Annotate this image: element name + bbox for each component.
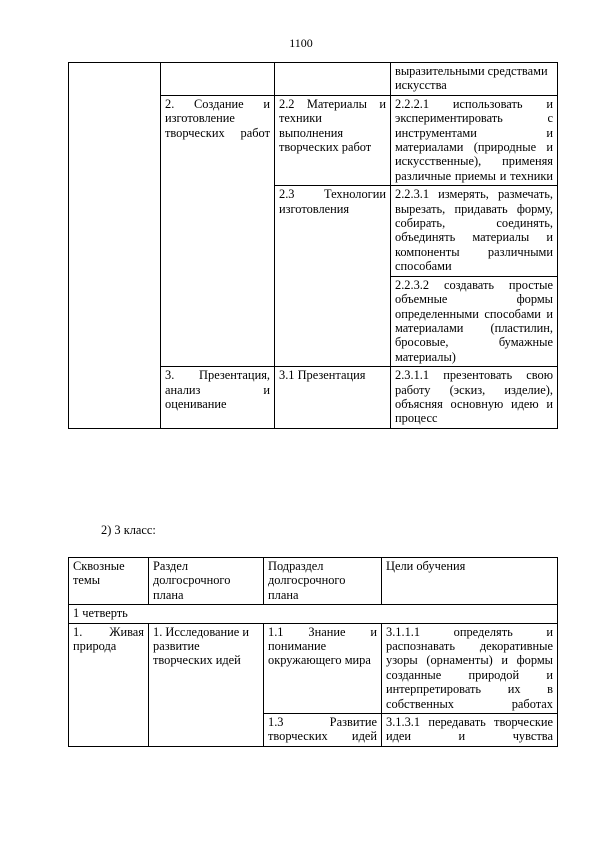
goal-cell: 3.1.1.1 определять и распознавать декоративные узоры (орнаменты) и формы созданные природой и интерпретировать их в собственных работах — [382, 623, 558, 713]
curriculum-table-grade3 — [68, 557, 558, 747]
subsection-cell: 2.2 Материалы и техники выполнения творческих работ — [275, 95, 391, 185]
empty-cell — [161, 63, 275, 96]
quarter-cell: 1 четверть — [69, 605, 558, 623]
empty-cell — [69, 63, 161, 429]
subsection-cell: 3.1 Презентация — [275, 367, 391, 429]
header-subsection: Подраздел долгосрочного плана — [264, 558, 382, 605]
header-goals: Цели обучения — [382, 558, 558, 605]
table-row — [69, 605, 558, 623]
curriculum-table-grade2 — [68, 62, 558, 429]
empty-cell — [275, 63, 391, 96]
page-number: 1100 — [289, 36, 313, 50]
goal-cell: 3.1.3.1 передавать творческие идеи и чувства — [382, 714, 558, 747]
table-row — [69, 63, 558, 96]
grade-heading: 2) 3 класс: — [101, 523, 156, 537]
table-row — [69, 623, 558, 713]
header-themes: Сквозные темы — [69, 558, 149, 605]
theme-cell: 1. Живая природа — [69, 623, 149, 746]
section-cell: 1. Исследование и развитие творческих идей — [149, 623, 264, 746]
goal-cell: 2.2.3.2 создавать простые объемные формы определенными способами и материалами (пластилин, бросовые, бумажные материалы) — [391, 276, 558, 366]
goal-cell: 2.2.2.1 использовать и экспериментировать с инструментами и материалами (природные и искусственные), применяя различные приемы и техники — [391, 95, 558, 185]
goal-cell: 2.2.3.1 измерять, размечать, вырезать, придавать форму, собирать, соединять, объединять материалы и компоненты различными способами — [391, 186, 558, 276]
goal-cell: 2.3.1.1 презентовать свою работу (эскиз, изделие), объясняя основную идею и процесс — [391, 367, 558, 429]
goal-cell: выразительными средствами искусства — [391, 63, 558, 96]
subsection-cell: 1.3 Развитие творческих идей — [264, 714, 382, 747]
header-section: Раздел долгосрочного плана — [149, 558, 264, 605]
table-header-row — [69, 558, 558, 605]
subsection-cell: 2.3 Технологии изготовления — [275, 186, 391, 367]
subsection-cell: 1.1 Знание и понимание окружающего мира — [264, 623, 382, 713]
section-cell: 2. Создание и изготовление творческих работ — [161, 95, 275, 366]
section-cell: 3. Презентация, анализ и оценивание — [161, 367, 275, 429]
